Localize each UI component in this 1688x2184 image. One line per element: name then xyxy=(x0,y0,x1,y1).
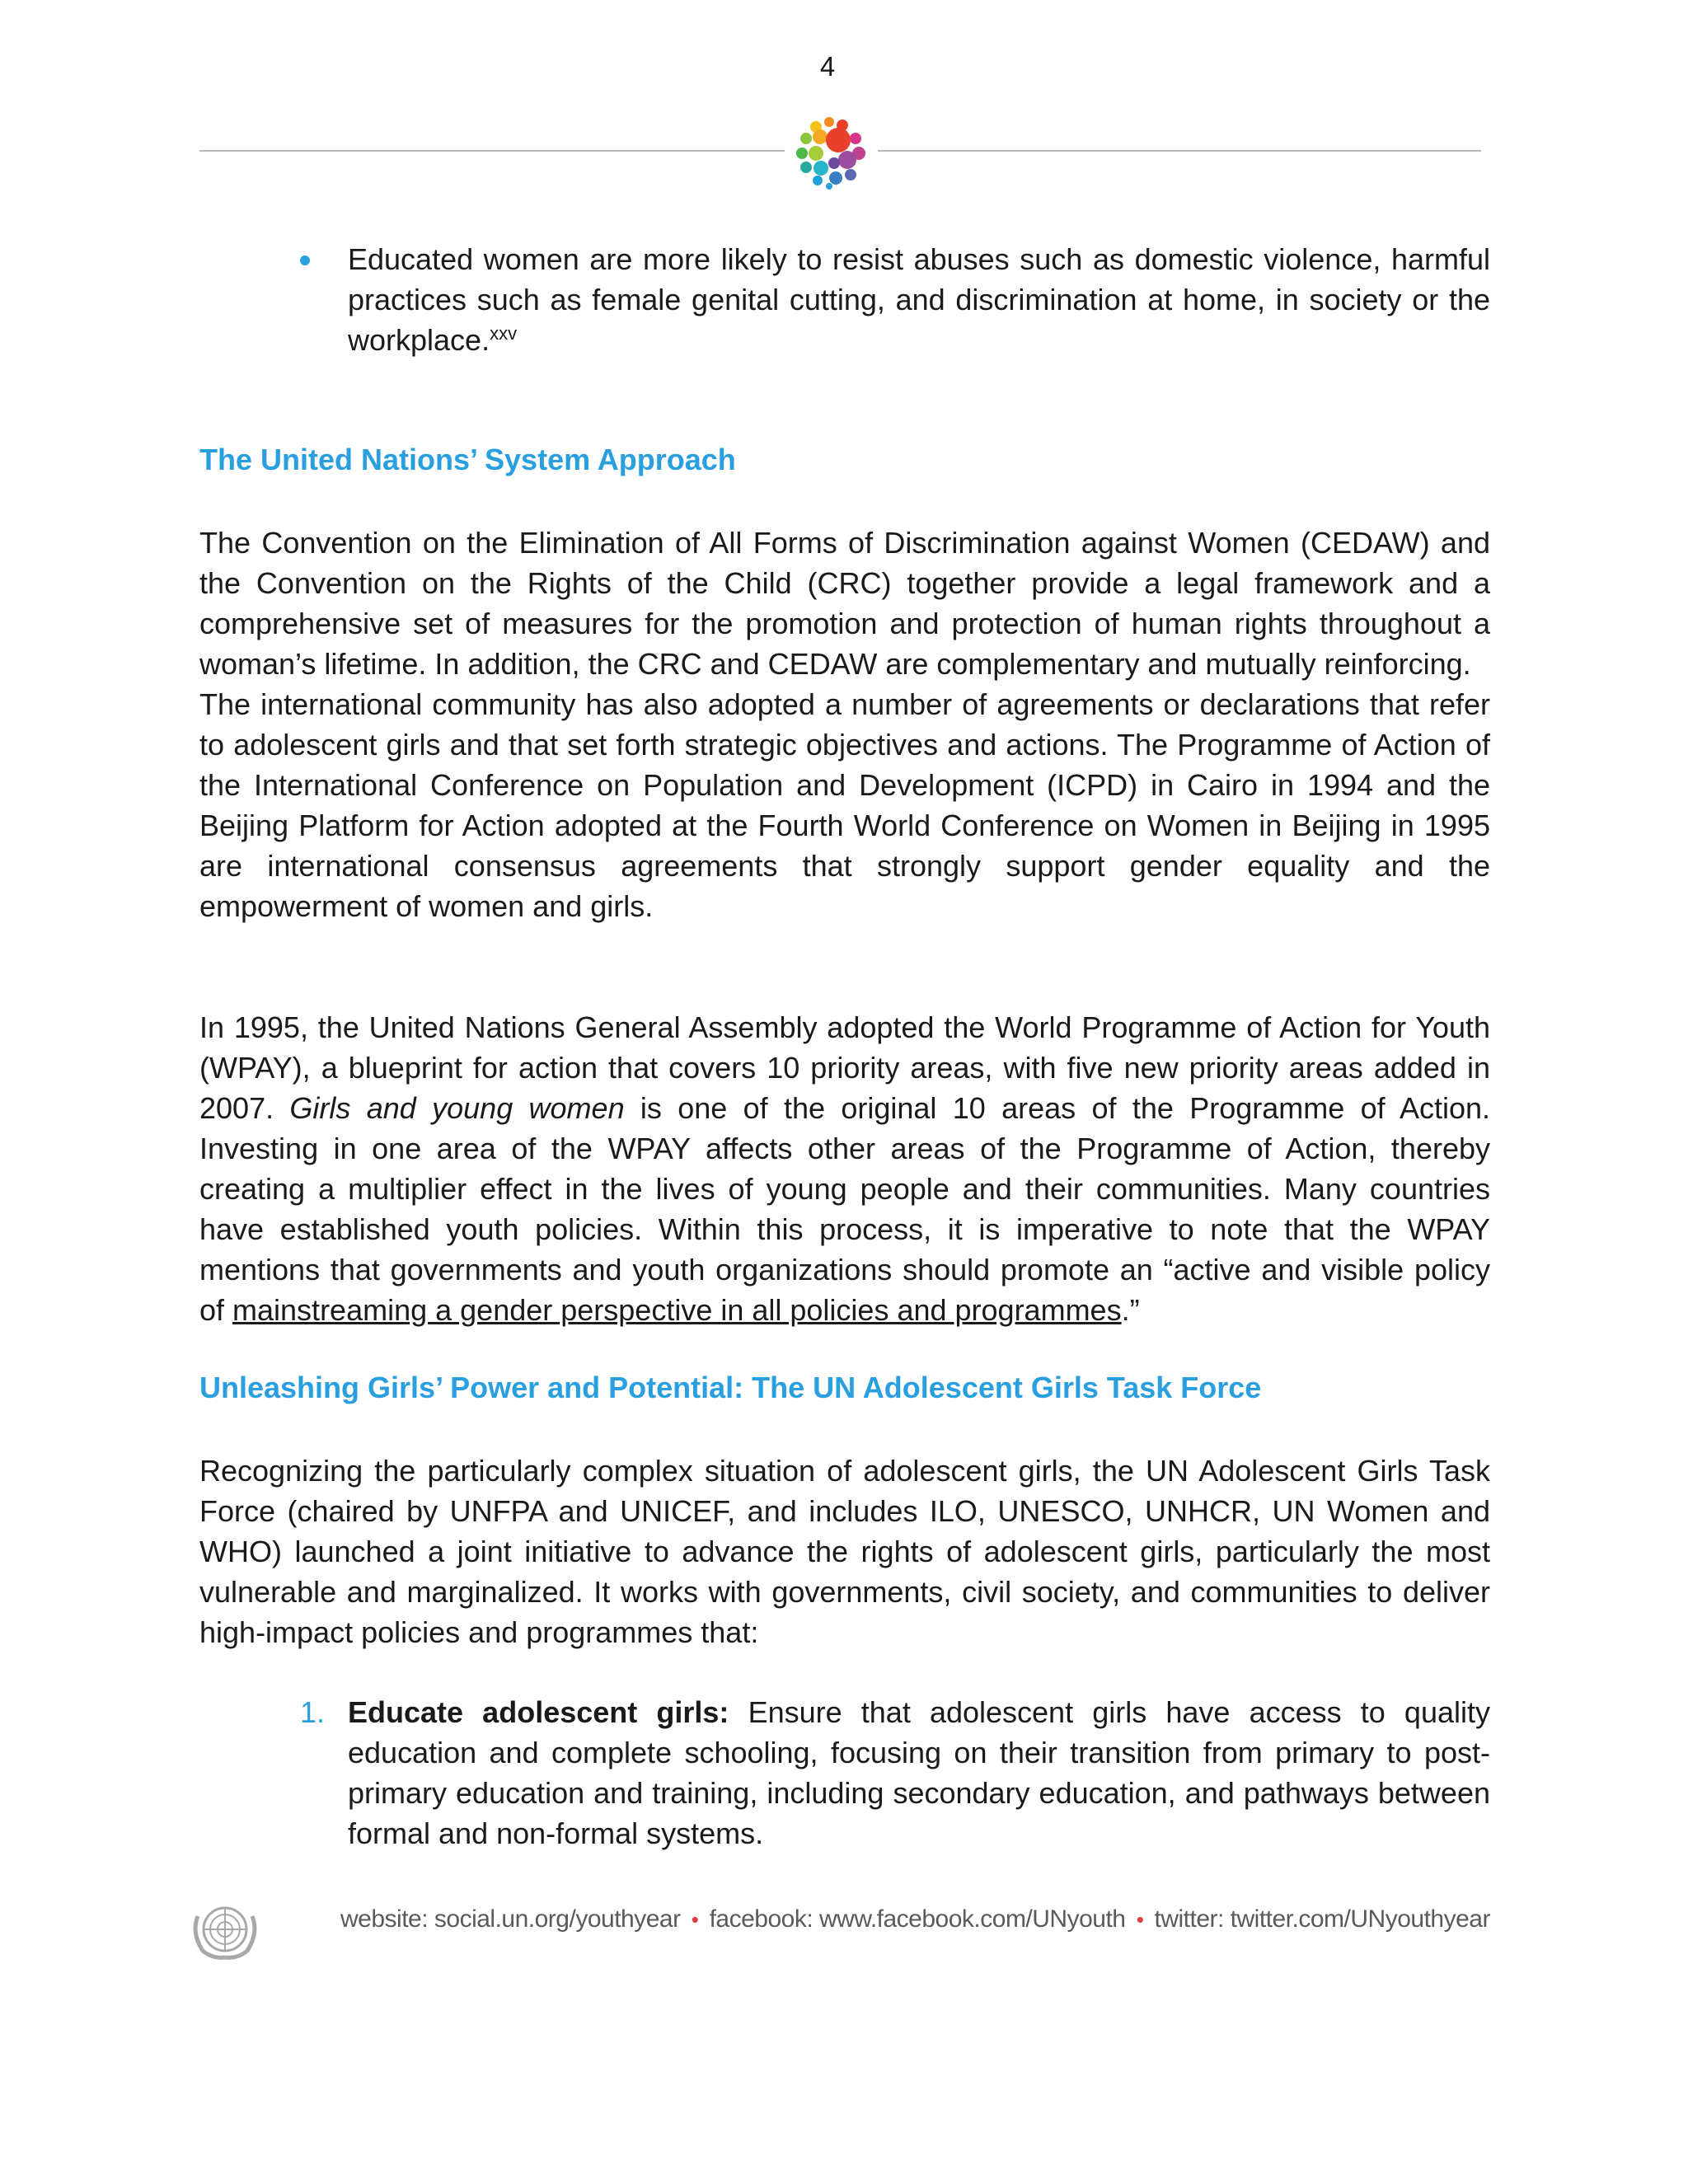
footer-separator: • xyxy=(1136,1906,1144,1932)
footnote-ref: xxv xyxy=(490,323,518,344)
list-item-text: Educate adolescent girls: Ensure that adolescent girls have access to quality education and complete schooling, focusing on their transition from primary to post-primary education and training, including secondary education, and pathways between formal and non-formal systems. xyxy=(348,1695,1490,1850)
footer-links xyxy=(340,1905,1490,1933)
footer-website-link[interactable]: website: social.un.org/youthyear xyxy=(340,1905,681,1933)
header-rule-right xyxy=(878,150,1481,152)
section1-body xyxy=(199,523,1490,926)
paragraph-international-community: The international community has also adopted a number of agreements or declarations that refer to adolescent girls and that set forth strategic objectives and actions. The Programme of Action of the International Conference on Population and Development (ICPD) in Cairo in 1994 and the Beijing Platform for Action adopted at the Fourth World Conference on Women in Beijing in 1995 are international consensus agreements that strongly support gender equality and the empowerment of women and girls. xyxy=(199,687,1490,923)
footer-facebook-link[interactable]: facebook: www.facebook.com/UNyouth xyxy=(709,1905,1126,1933)
bullet-dot-icon xyxy=(300,255,310,265)
section1-wpay xyxy=(199,1007,1490,1330)
paragraph-wpay: In 1995, the United Nations General Assembly adopted the World Programme of Action for Youth (WPAY), a blueprint for action that covers 10 priority areas, with five new priority areas added in 2007. Girls and young women is one of the original 10 areas of the Programme of Action. Investing in one area of the WPAY affects other areas of the Programme of Action, thereby creating a multiplier effect in the lives of young people and their communities. Many countries have established youth policies. Within this process, it is imperative to note that the WPAY mentions that governments and youth organizations should promote an “active and visible policy of mainstreaming a gender perspective in all policies and programmes.” xyxy=(199,1010,1491,1327)
section-heading-task-force: Unleashing Girls’ Power and Potential: The UN Adolescent Girls Task Force xyxy=(199,1371,1262,1404)
header-rule-left xyxy=(199,150,785,152)
underlined-phrase: mainstreaming a gender perspective in all policies and programmes xyxy=(232,1293,1122,1327)
section-heading-un-system: The United Nations’ System Approach xyxy=(199,443,736,476)
un-emblem-icon xyxy=(188,1900,262,1961)
numbered-list-item xyxy=(300,1692,1490,1854)
section2-body xyxy=(199,1451,1490,1652)
footer-separator: • xyxy=(691,1906,699,1932)
list-number: 1. xyxy=(300,1695,326,1729)
paragraph-cedaw-crc: The Convention on the Elimination of All Forms of Discrimination against Women (CEDAW) and the Convention on the Rights of the Child (CRC) together provide a legal framework and a comprehensive set of measures for the promotion and protection of human rights throughout a woman’s lifetime. In addition, the CRC and CEDAW are complementary and mutually reinforcing. xyxy=(199,526,1490,681)
bullet-item xyxy=(300,239,1490,360)
footer-twitter-link[interactable]: twitter: twitter.com/UNyouthyear xyxy=(1154,1905,1490,1933)
bullet-text: Educated women are more likely to resist abuses such as domestic violence, harmful practices such as female genital cutting, and discrimination at home, in society or the workplace.$^{xxv}$ xyxy=(348,242,1490,357)
page-number: 4 xyxy=(819,51,836,82)
paragraph-task-force: Recognizing the particularly complex situation of adolescent girls, the UN Adolescent Girls Task Force (chaired by UNFPA and UNICEF, and includes ILO, UNESCO, UNHCR, UN Women and WHO) launched a joint initiative to advance the rights of adolescent girls, particularly the most vulnerable and marginalized. It works with governments, civil society, and communities to deliver high-impact policies and programmes that: xyxy=(199,1454,1490,1649)
youth-year-logo-icon xyxy=(793,112,867,190)
